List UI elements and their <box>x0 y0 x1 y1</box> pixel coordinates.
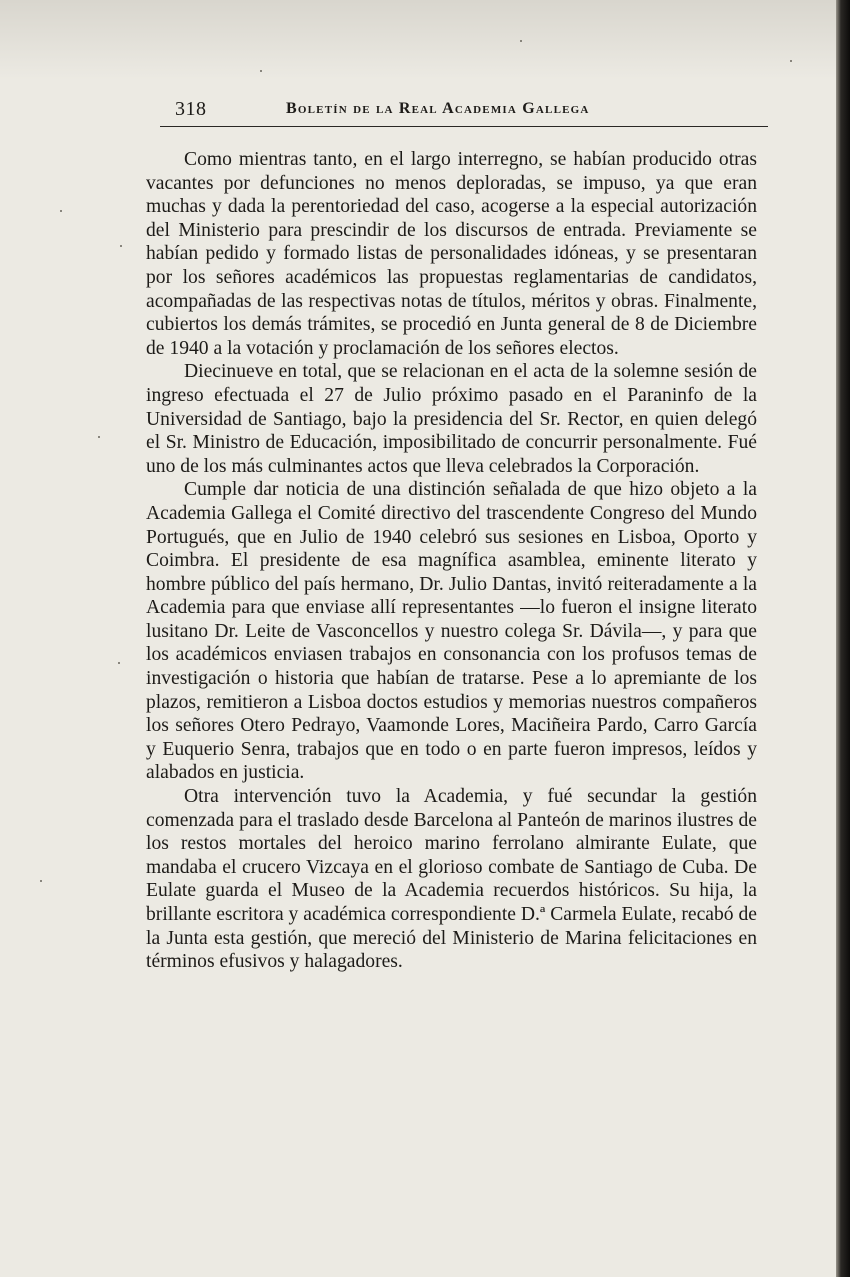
page-edge-shadow <box>836 0 850 1277</box>
paragraph-new-members: Diecinueve en total, que se relacionan en el acta de la solemne sesión de ingreso efectuada el 27 de Julio próximo pasado en el Paraninfo de la Universidad de Santiago, bajo la presidencia del Sr. Rector, en quien delegó el Sr. Ministro de Educación, imposibilitado de concurrir personalmente. Fué uno de los más culminantes actos que lleva celebrados la Corporación. <box>146 361 757 477</box>
header-rule <box>160 126 768 127</box>
running-title: Boletín de la Real Academia Gallega <box>286 100 590 117</box>
paragraph-eulate-remains: Otra intervención tuvo la Academia, y fué secundar la gestión comenzada para el traslado desde Barcelona al Panteón de marinos ilustres de los restos mortales del heroico marino ferrolano almirante Eulate, que mandaba el crucero Vizcaya en el glorioso combate de Santiago de Cuba. De Eulate guarda el Museo de la Academia recuerdos históricos. Su hija, la brillante escritora y académica correspondiente D.ª Carmela Eulate, recabó de la Junta esta gestión, que mereció del Ministerio de Marina felicitaciones en términos efusivos y halagadores. <box>146 786 757 973</box>
paragraph-portuguese-congress: Cumple dar noticia de una distinción señalada de que hizo objeto a la Academia Gallega el Comité directivo del trascendente Congreso del Mundo Portugués, que en Julio de 1940 celebró sus sesiones en Lisboa, Oporto y Coimbra. El presidente de esa magnífica asamblea, eminente literato y hombre público del país hermano, Dr. Julio Dantas, invitó reiteradamente a la Academia para que enviase allí representantes —lo fueron el insigne literato lusitano Dr. Leite de Vasconcellos y nuestro colega Sr. Dávila—, y para que los académicos enviasen trabajos en consonancia con los profusos temas de investigación o historia que habían de tratarse. Pese a lo apremiante de los plazos, remitieron a Lisboa doctos estudios y memorias nuestros compañeros los señores Otero Pedrayo, Vaamonde Lores, Maciñeira Pardo, Carro García y Euquerio Senra, trabajos que en todo o en parte fueron impresos, leídos y alabados en justicia. <box>146 479 757 784</box>
page-top-discoloration <box>0 0 850 80</box>
scan-speck <box>120 245 122 247</box>
article-body <box>146 148 757 974</box>
paragraph-vacancies: Como mientras tanto, en el largo interregno, se habían producido otras vacantes por defunciones no menos deploradas, se impuso, ya que eran muchas y dada la perentoriedad del caso, acogerse a la especial autorización del Ministerio para prescindir de los discursos de entrada. Previamente se habían pedido y formado listas de personalidades idóneas, y se presentaran por los señores académicos las propuestas reglamentarias de candidatos, acompañadas de las respectivas notas de títulos, méritos y obras. Finalmente, cubiertos los demás trámites, se procedió en Junta general de 8 de Diciembre de 1940 a la votación y proclamación de los señores electos. <box>146 149 757 359</box>
scan-speck <box>520 40 522 42</box>
scan-speck <box>40 880 42 882</box>
scan-speck <box>118 662 120 664</box>
scan-speck <box>60 210 62 212</box>
scan-speck <box>98 436 100 438</box>
scan-speck <box>790 60 792 62</box>
scan-speck <box>260 70 262 72</box>
page-number: 318 <box>175 98 207 120</box>
page-header <box>168 96 768 126</box>
